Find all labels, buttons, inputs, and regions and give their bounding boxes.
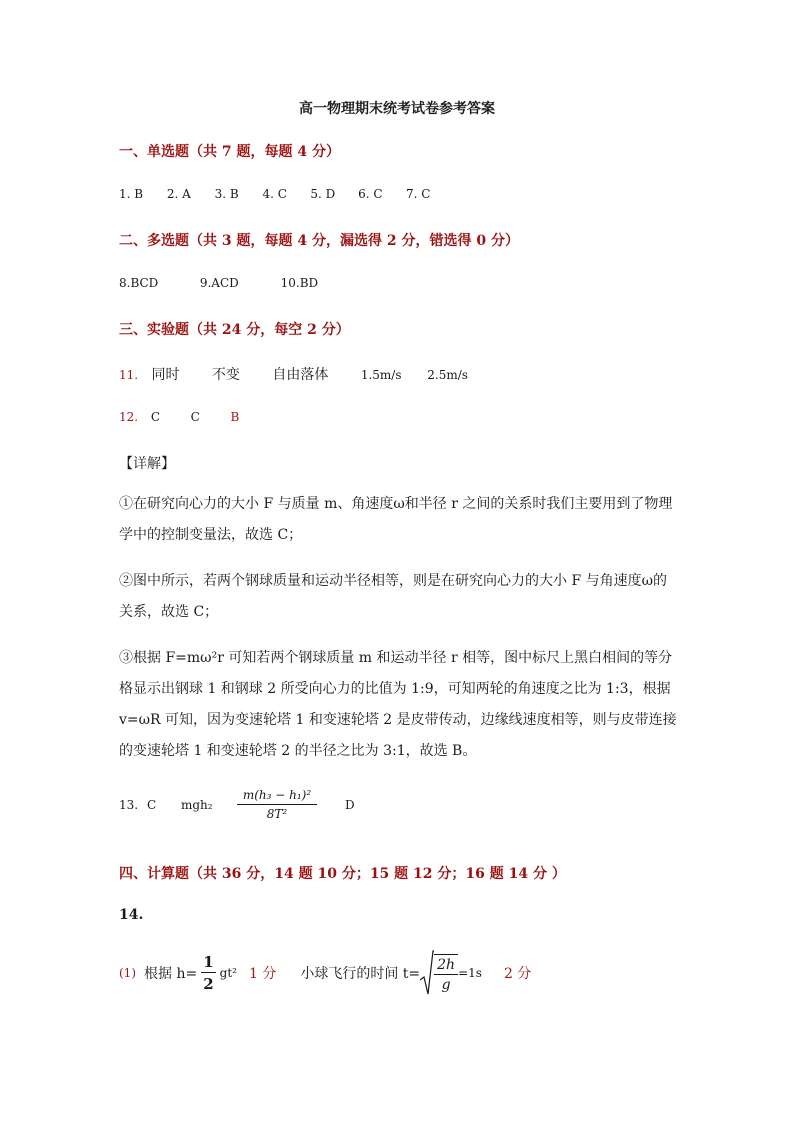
half-numerator: 1 bbox=[203, 953, 214, 971]
answer-3: 3. B bbox=[214, 187, 239, 201]
answer-1: 1. B bbox=[119, 187, 144, 201]
q13-number: 13. bbox=[119, 797, 139, 812]
section1-heading: 一、单选题（共 7 题，每题 4 分） bbox=[119, 144, 340, 160]
q13-answer-1: C bbox=[147, 797, 157, 812]
q11-answer-2: 不变 bbox=[211, 367, 240, 383]
q14-text-a: 根据 h= bbox=[144, 966, 198, 982]
q13-answers bbox=[119, 788, 355, 821]
section3-heading: 三、实验题（共 24 分，每空 2 分） bbox=[119, 322, 350, 338]
fraction-numerator: m(h₃ − h₁)² bbox=[237, 788, 317, 805]
q13-answer-2: mgh₂ bbox=[181, 797, 213, 812]
half-denominator: 2 bbox=[203, 975, 214, 993]
q12-answer-2: C bbox=[190, 410, 200, 424]
half-fraction bbox=[201, 953, 215, 993]
answer-9: 9.ACD bbox=[199, 276, 239, 290]
q11-answer-1: 同时 bbox=[151, 367, 180, 383]
q12-answer-3: B bbox=[230, 410, 240, 424]
answer-8: 8.BCD bbox=[119, 276, 159, 290]
answer-5: 5. D bbox=[310, 187, 336, 201]
q11-number: 11. bbox=[119, 368, 139, 382]
detail-paragraph-2: ②图中所示，若两个钢球质量和运动半径相等，则是在研究向心力的大小 F 与角速度ω的关系，故选 C； bbox=[119, 573, 668, 620]
section2-heading: 二、多选题（共 3 题，每题 4 分，漏选得 2 分，错选得 0 分） bbox=[119, 233, 519, 249]
q13-answer-3-fraction bbox=[237, 788, 317, 821]
q12-number: 12. bbox=[119, 410, 139, 424]
page-title: 高一物理期末统考试卷参考答案 bbox=[299, 101, 495, 117]
q11-answer-5: 2.5m/s bbox=[427, 368, 468, 382]
q14-number: 14. bbox=[119, 907, 144, 923]
detail-paragraph-1: ①在研究向心力的大小 F 与质量 m、角速度ω和半径 r 之间的关系时我们主要用到了物理学中的控制变量法，故选 C； bbox=[119, 496, 673, 543]
sqrt-expression bbox=[420, 950, 458, 996]
q12-answers bbox=[119, 410, 239, 424]
q14-text-d: =1s bbox=[458, 966, 482, 980]
answer-10: 10.BD bbox=[280, 276, 319, 290]
q14-score-1: 1 分 bbox=[248, 966, 277, 982]
q14-score-2: 2 分 bbox=[503, 966, 532, 982]
section1-answers bbox=[119, 187, 430, 201]
q14-text-c: 小球飞行的时间 t= bbox=[300, 966, 421, 982]
fraction-denominator: 8T² bbox=[266, 807, 288, 821]
q14-part1 bbox=[119, 950, 531, 996]
q14-text-b: gt² bbox=[219, 966, 237, 980]
sqrt-numerator: 2h bbox=[434, 957, 458, 975]
q11-answer-4: 1.5m/s bbox=[360, 368, 402, 382]
section2-answers bbox=[119, 276, 318, 290]
q14-part-label: (1) bbox=[119, 966, 136, 980]
sqrt-denominator: g bbox=[441, 976, 451, 993]
answer-7: 7. C bbox=[405, 187, 431, 201]
q13-answer-4: D bbox=[345, 797, 355, 812]
q11-answers bbox=[119, 364, 468, 384]
answer-4: 4. C bbox=[262, 187, 287, 201]
section4-heading: 四、计算题（共 36 分，14 题 10 分；15 题 12 分；16 题 14 分 ） bbox=[119, 866, 566, 882]
sqrt-radical-icon bbox=[420, 950, 434, 996]
detail-paragraph-3: ③根据 F=mω²r 可知若两个钢球质量 m 和运动半径 r 相等，图中标尺上黑白相间的等分格显示出钢球 1 和钢球 2 所受向心力的比值为 1:9，可知两轮的角速度之比为 1:3，根据 v=ωR 可知，因为变速轮塔 1 和变速轮塔 2 是皮带传动，边缘线速度相等，则与皮带连接的变速轮塔 1 和变速轮塔 2 的半径之比为 3:1，故选 B。 bbox=[119, 650, 677, 759]
q12-answer-1: C bbox=[150, 410, 161, 424]
q11-answer-3: 自由落体 bbox=[272, 367, 329, 383]
detail-label: 【详解】 bbox=[119, 456, 175, 472]
answer-6: 6. C bbox=[358, 187, 383, 201]
sqrt-fraction bbox=[434, 954, 458, 993]
answer-2: 2. A bbox=[166, 187, 191, 201]
